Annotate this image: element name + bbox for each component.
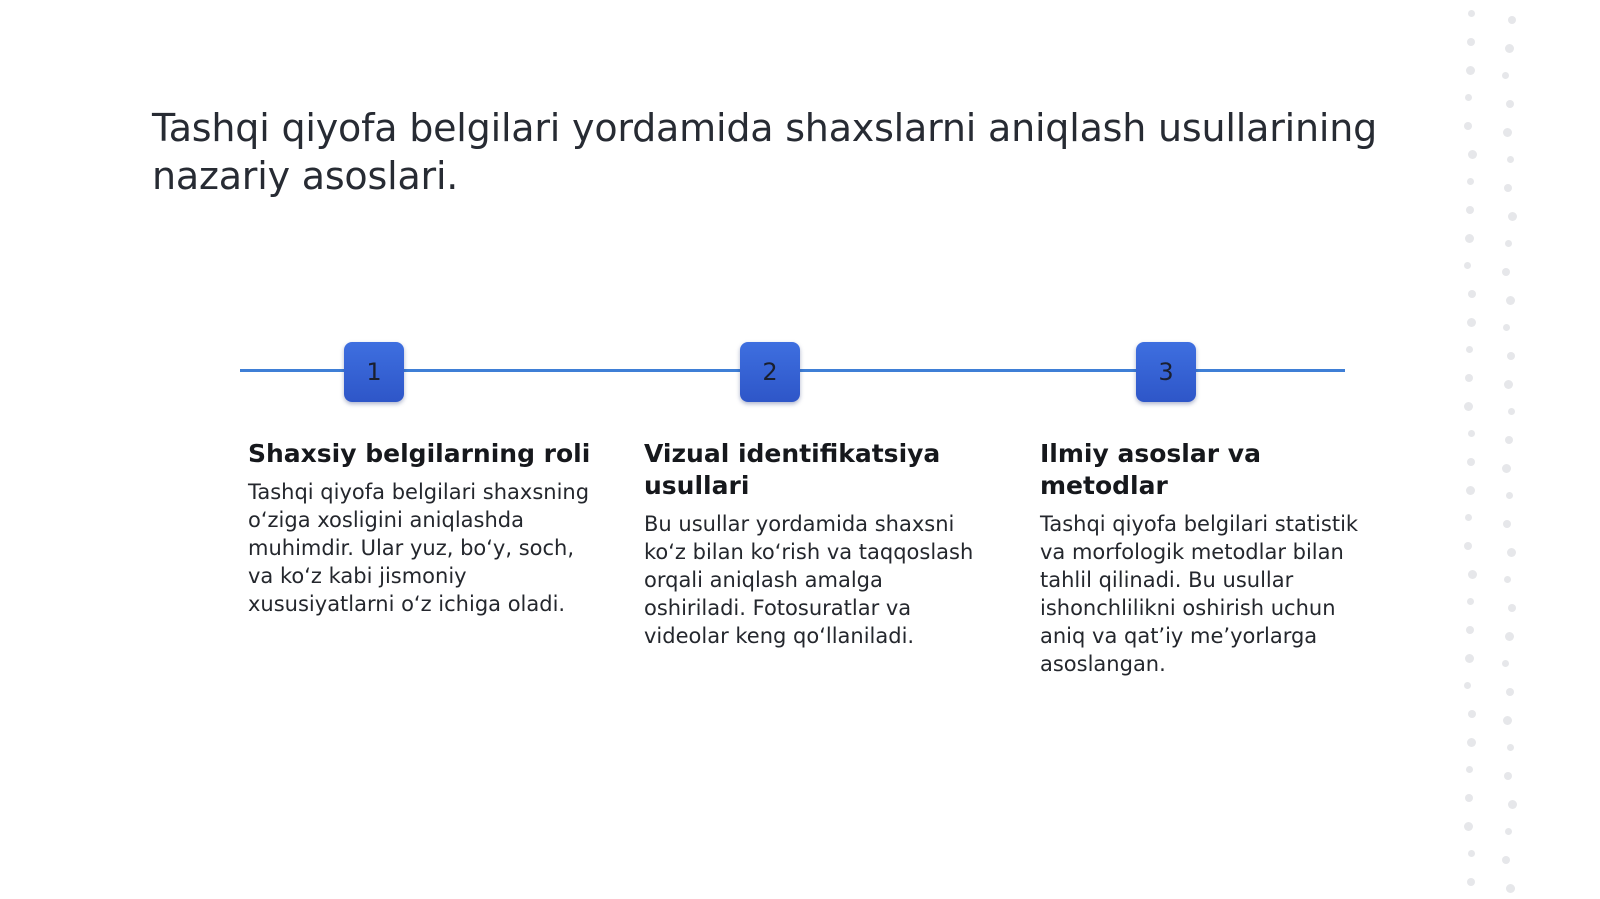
decorative-dot (1502, 856, 1510, 864)
decorative-dot (1505, 44, 1514, 53)
decorative-dot (1465, 234, 1474, 243)
decorative-dot (1506, 688, 1514, 696)
decorative-dot (1504, 772, 1512, 780)
decorative-dot (1508, 16, 1516, 24)
decorative-dot (1504, 184, 1512, 192)
decorative-dot (1466, 626, 1474, 634)
decorative-dot (1464, 822, 1473, 831)
step-3 (1040, 438, 1385, 678)
decorative-dot (1468, 150, 1477, 159)
step-marker-1: 1 (344, 342, 404, 402)
step-description: Bu usullar yordamida shaxsni ko‘z bilan ko‘rish va taqqoslash orqali aniqlash amalga oshiriladi. Fotosuratlar va videolar keng qo‘llaniladi. (644, 512, 974, 648)
decorative-dot (1468, 430, 1475, 437)
decorative-dot (1465, 794, 1473, 802)
decorative-dot (1505, 632, 1514, 641)
decorative-dot (1467, 458, 1475, 466)
decorative-dot (1465, 374, 1473, 382)
decorative-dot (1507, 156, 1514, 163)
decorative-dot (1507, 744, 1514, 751)
decorative-dot (1468, 10, 1475, 17)
decorative-dot (1465, 514, 1472, 521)
decorative-dot (1508, 604, 1516, 612)
decorative-dot (1464, 122, 1472, 130)
decorative-dot (1466, 346, 1473, 353)
decorative-dot (1503, 716, 1512, 725)
decorative-dot (1466, 206, 1474, 214)
decorative-dot (1464, 402, 1473, 411)
decorative-dot (1503, 128, 1512, 137)
decorative-dot (1468, 290, 1476, 298)
step-marker-2: 2 (740, 342, 800, 402)
decorative-dot (1507, 352, 1515, 360)
decorative-dot (1465, 654, 1474, 663)
decorative-dot (1505, 436, 1513, 444)
decorative-dot (1466, 66, 1475, 75)
decorative-dot (1505, 828, 1512, 835)
slide-title: Tashqi qiyofa belgilari yordamida shaxslarni aniqlash usullarining nazariy asoslari. (152, 106, 1378, 198)
decorative-dot (1504, 380, 1513, 389)
step-1 (248, 438, 593, 618)
step-marker-3: 3 (1136, 342, 1196, 402)
step-heading: Shaxsiy belgilarning roli (248, 439, 591, 468)
decorative-dot-pattern (1450, 0, 1520, 899)
decorative-dot (1508, 408, 1515, 415)
decorative-dot (1506, 884, 1515, 893)
decorative-dot (1504, 576, 1511, 583)
decorative-dot (1502, 268, 1510, 276)
decorative-dot (1502, 72, 1509, 79)
step-description: Tashqi qiyofa belgilari shaxsning o‘ziga xosligini aniqlashda muhimdir. Ular yuz, bo‘y, soch, va ko‘z kabi jismoniy xususiyatlarni o‘z ichiga oladi. (248, 480, 590, 616)
decorative-dot (1467, 598, 1474, 605)
decorative-dot (1467, 178, 1474, 185)
decorative-dot (1503, 324, 1510, 331)
decorative-dot (1468, 710, 1476, 718)
decorative-dot (1464, 682, 1471, 689)
decorative-dot (1506, 492, 1513, 499)
step-2 (644, 438, 989, 650)
decorative-dot (1507, 548, 1516, 557)
decorative-dot (1508, 800, 1517, 809)
decorative-dot (1464, 262, 1471, 269)
decorative-dot (1468, 850, 1475, 857)
decorative-dot (1467, 738, 1476, 747)
decorative-dot (1466, 486, 1475, 495)
decorative-dot (1466, 766, 1473, 773)
decorative-dot (1502, 464, 1511, 473)
decorative-dot (1467, 38, 1475, 46)
step-heading: Vizual identifikatsiya usullari (644, 439, 941, 500)
decorative-dot (1467, 318, 1476, 327)
decorative-dot (1502, 660, 1509, 667)
decorative-dot (1465, 94, 1472, 101)
decorative-dot (1506, 296, 1515, 305)
decorative-dot (1505, 240, 1512, 247)
step-heading: Ilmiy asoslar va metodlar (1040, 439, 1261, 500)
decorative-dot (1468, 570, 1477, 579)
decorative-dot (1506, 100, 1514, 108)
decorative-dot (1467, 878, 1475, 886)
decorative-dot (1503, 520, 1511, 528)
step-description: Tashqi qiyofa belgilari statistik va morfologik metodlar bilan tahlil qilinadi. Bu usullar ishonchlilikni oshirish uchun aniq va qat’iy me’yorlarga asoslangan. (1040, 512, 1359, 676)
decorative-dot (1508, 212, 1517, 221)
decorative-dot (1464, 542, 1472, 550)
